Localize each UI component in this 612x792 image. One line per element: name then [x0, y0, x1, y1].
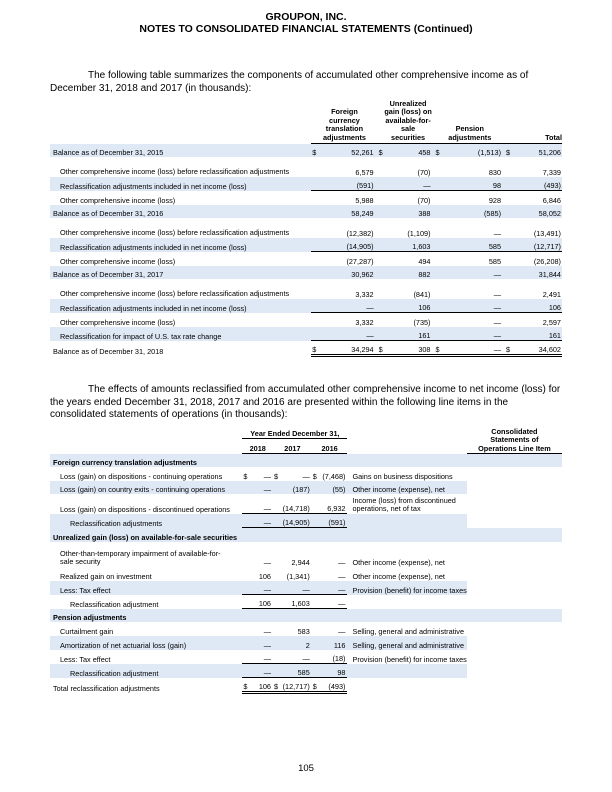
- currency-symbol: $: [435, 341, 444, 356]
- table-row: [50, 595, 562, 609]
- currency-symbol: [435, 218, 444, 238]
- row-label: Curtailment gain: [60, 626, 114, 636]
- currency-symbol: [378, 218, 386, 238]
- value-y2: (14,905): [279, 514, 312, 528]
- value-c4: (12,717): [513, 238, 562, 252]
- currency-symbol: [435, 327, 444, 341]
- value-c4: 58,052: [513, 205, 562, 218]
- value-c4: (493): [513, 177, 562, 191]
- value-c4: 34,602: [513, 341, 562, 356]
- value-y2: —: [279, 650, 312, 664]
- value-c1: —: [321, 327, 378, 341]
- aoci-components-table: [50, 100, 562, 357]
- currency-symbol: [311, 279, 321, 299]
- table-row: [50, 238, 562, 252]
- table-row: [50, 299, 562, 313]
- intro-text-1: The following table summarizes the components of accumulated other comprehensive income as of December 31, 2018 and 2017 (in thousands):: [50, 70, 529, 94]
- line-item-text: Gains on business dispositions: [352, 471, 453, 481]
- value-c3: 98: [443, 177, 505, 191]
- value-c2: (1,109): [407, 228, 431, 238]
- value-c1: 6,579: [355, 167, 374, 177]
- value-y2: (187): [279, 481, 312, 494]
- currency-symbol: [505, 157, 513, 177]
- year-header-2018: 2018: [242, 439, 273, 454]
- value-c3: (1,513): [443, 144, 505, 157]
- table-row: [50, 528, 562, 542]
- currency-symbol: [378, 252, 386, 266]
- currency-symbol: [311, 299, 321, 313]
- value-y1: —: [263, 557, 271, 567]
- value-c3: —: [493, 289, 502, 299]
- value-y3: (493): [318, 678, 347, 693]
- currency-symbol: [242, 567, 250, 581]
- row-label: Other comprehensive income (loss): [60, 317, 176, 327]
- row-label: Total reclassification adjustments: [53, 683, 160, 693]
- value-c1: 34,294: [321, 341, 378, 356]
- currency-symbol: [311, 266, 321, 279]
- currency-symbol: [505, 191, 513, 205]
- table-row: [50, 542, 562, 567]
- currency-symbol: [435, 238, 444, 252]
- currency-symbol: $: [378, 144, 386, 157]
- currency-symbol: $: [505, 144, 513, 157]
- table-row: [50, 279, 562, 299]
- currency-symbol: $: [312, 678, 318, 693]
- currency-symbol: [311, 327, 321, 341]
- table-row: [50, 622, 562, 636]
- currency-symbol: [242, 650, 250, 664]
- table-row: [50, 567, 562, 581]
- currency-symbol: [505, 238, 513, 252]
- currency-symbol: [378, 327, 386, 341]
- value-c3: (585): [443, 205, 505, 218]
- currency-symbol: [435, 191, 444, 205]
- value-c4: 31,844: [513, 266, 562, 279]
- value-c2: (70): [417, 167, 431, 177]
- currency-symbol: [505, 313, 513, 327]
- value-y3: 6,932: [318, 494, 347, 514]
- value-y3: —: [318, 595, 347, 609]
- line-item-text: Income (loss) from discontinued operations, net of tax: [352, 495, 456, 514]
- table-row: [50, 467, 562, 481]
- currency-symbol: $: [274, 471, 279, 481]
- value-c3: —: [443, 299, 505, 313]
- value-y3: (18): [318, 650, 347, 664]
- intro-paragraph-2: [50, 384, 562, 422]
- value-c1: —: [321, 299, 378, 313]
- currency-symbol: [435, 313, 444, 327]
- value-y3: —: [318, 581, 347, 595]
- value-c4: 161: [513, 327, 562, 341]
- value-y1: —: [263, 626, 271, 636]
- value-y1: 106: [250, 595, 273, 609]
- value-c4: (13,491): [533, 228, 561, 238]
- currency-symbol: [378, 279, 386, 299]
- value-y2: 2: [279, 636, 312, 650]
- value-y3: —: [338, 626, 346, 636]
- col-header-fx: Foreign currency translation adjustments: [311, 100, 377, 144]
- line-item-text: Other income (expense), net: [352, 557, 445, 567]
- table-row: [50, 157, 562, 177]
- value-c3: —: [443, 341, 505, 356]
- currency-symbol: [435, 177, 444, 191]
- currency-symbol: [435, 299, 444, 313]
- table-row: [50, 678, 562, 693]
- value-y2: (12,717): [279, 678, 312, 693]
- currency-symbol: [242, 494, 250, 514]
- currency-symbol: [242, 481, 250, 494]
- currency-symbol: [242, 581, 250, 595]
- row-label: Other comprehensive income (loss): [60, 256, 176, 266]
- line-item-text: Other income (expense), net: [352, 571, 445, 581]
- value-c2: —: [386, 177, 434, 191]
- value-c2: 106: [386, 299, 434, 313]
- row-label: Other comprehensive income (loss) before reclassification adjustments: [60, 289, 290, 299]
- line-item-text: Provision (benefit) for income taxes: [352, 654, 467, 664]
- value-c4: 2,597: [542, 317, 561, 327]
- table-row: [50, 664, 562, 678]
- row-label: Amortization of net actuarial loss (gain): [50, 636, 242, 650]
- currency-symbol: $: [378, 341, 386, 356]
- currency-symbol: [242, 542, 250, 567]
- row-label: Reclassification for impact of U.S. tax rate change: [50, 327, 311, 341]
- value-c1: 30,962: [321, 266, 378, 279]
- currency-symbol: [378, 299, 386, 313]
- value-y3: 116: [318, 636, 347, 650]
- table-row: [50, 609, 562, 622]
- value-y1: —: [250, 581, 273, 595]
- value-c1: (12,382): [346, 228, 374, 238]
- currency-symbol: [242, 514, 250, 528]
- row-label: Balance as of December 31, 2015: [50, 144, 311, 157]
- row-label: Reclassification adjustments included in net income (loss): [50, 238, 311, 252]
- value-y3: (591): [318, 514, 347, 528]
- line-item-text: Provision (benefit) for income taxes: [347, 581, 466, 595]
- line-item-text: [347, 514, 466, 528]
- value-y1: —: [250, 514, 273, 528]
- currency-symbol: [311, 238, 321, 252]
- value-y1: 106: [250, 678, 273, 693]
- row-label: Balance as of December 31, 2017: [50, 266, 311, 279]
- currency-symbol: [242, 595, 250, 609]
- year-ended-header: Year Ended December 31,: [242, 428, 347, 439]
- value-c2: 388: [386, 205, 434, 218]
- value-c4: (26,208): [533, 256, 561, 266]
- currency-symbol: [435, 252, 444, 266]
- currency-symbol: [505, 266, 513, 279]
- value-y2: 1,603: [279, 595, 312, 609]
- row-label: Less: Tax effect: [60, 654, 111, 664]
- row-label: Balance as of December 31, 2016: [50, 205, 311, 218]
- section-header: Unrealized gain (loss) on available-for-sale securities: [50, 528, 562, 542]
- currency-symbol: [435, 279, 444, 299]
- value-c4: 2,491: [542, 289, 561, 299]
- row-label: Loss (gain) on dispositions - discontinued operations: [60, 504, 230, 514]
- value-c2: 882: [386, 266, 434, 279]
- value-c2: 161: [386, 327, 434, 341]
- line-item-text: Other income (expense), net: [347, 481, 466, 494]
- table-row: [50, 494, 562, 514]
- value-y3: (55): [318, 481, 347, 494]
- currency-symbol: [311, 191, 321, 205]
- currency-symbol: $: [242, 678, 250, 693]
- col-header-total: Total: [505, 100, 562, 144]
- intro-text-2: The effects of amounts reclassified from accumulated other comprehensive income to net income (loss) for the years ended December 31, 2018, 2017 and 2016 are presented within the following line items in the consolidated statements of operations (in thousands):: [50, 384, 561, 420]
- table-row: [50, 205, 562, 218]
- currency-symbol: [242, 636, 250, 650]
- table-row: [50, 327, 562, 341]
- row-label: Loss (gain) on country exits - continuing operations: [50, 481, 242, 494]
- table-row: [50, 144, 562, 157]
- value-c2: 494: [418, 256, 431, 266]
- value-c1: (591): [321, 177, 378, 191]
- currency-symbol: [242, 664, 250, 678]
- value-c2: 1,603: [386, 238, 434, 252]
- row-label: Reclassification adjustment: [50, 664, 242, 678]
- line-item-text: Selling, general and administrative: [347, 636, 466, 650]
- value-y1: —: [250, 481, 273, 494]
- page-subtitle: NOTES TO CONSOLIDATED FINANCIAL STATEMENTS (Continued): [139, 23, 473, 35]
- table-row: [50, 650, 562, 664]
- table-row: [50, 252, 562, 266]
- value-c2: (735): [413, 317, 431, 327]
- currency-symbol: $: [505, 341, 513, 356]
- value-y1: —: [250, 636, 273, 650]
- value-c4: 7,339: [542, 167, 561, 177]
- value-c1: 3,332: [355, 289, 374, 299]
- table-row: [50, 514, 562, 528]
- row-label: Reclassification adjustment: [70, 599, 159, 609]
- table-row: [50, 191, 562, 205]
- value-y2: —: [279, 581, 312, 595]
- value-c1: 58,249: [321, 205, 378, 218]
- value-y1: —: [263, 471, 271, 481]
- table-row: [50, 581, 562, 595]
- table-row: [50, 266, 562, 279]
- row-label: Balance as of December 31, 2018: [53, 346, 164, 356]
- value-c1: 3,332: [355, 317, 374, 327]
- line-item-header: Consolidated Statements of Operations Line Item: [467, 428, 562, 454]
- currency-symbol: $: [435, 144, 444, 157]
- currency-symbol: [311, 313, 321, 327]
- value-y3: 98: [318, 664, 347, 678]
- currency-symbol: [311, 218, 321, 238]
- value-c4: 6,846: [542, 195, 561, 205]
- currency-symbol: [505, 327, 513, 341]
- currency-symbol: [378, 238, 386, 252]
- value-c3: —: [443, 327, 505, 341]
- value-c4: 106: [513, 299, 562, 313]
- row-label: Reclassification adjustments: [50, 514, 242, 528]
- currency-symbol: [378, 191, 386, 205]
- value-c2: (70): [417, 195, 431, 205]
- currency-symbol: [435, 157, 444, 177]
- row-label: Less: Tax effect: [50, 581, 242, 595]
- currency-symbol: [435, 266, 444, 279]
- value-y3: —: [338, 571, 346, 581]
- table-row: [50, 636, 562, 650]
- value-y2: 2,944: [291, 557, 310, 567]
- value-c1: 52,261: [321, 144, 378, 157]
- value-c2: 308: [386, 341, 434, 356]
- currency-symbol: [378, 266, 386, 279]
- line-item-text: [347, 664, 466, 678]
- currency-symbol: [505, 252, 513, 266]
- value-c3: —: [493, 317, 502, 327]
- currency-symbol: [505, 299, 513, 313]
- currency-symbol: [505, 218, 513, 238]
- value-c1: (14,905): [321, 238, 378, 252]
- currency-symbol: [505, 177, 513, 191]
- value-c3: 585: [488, 256, 502, 266]
- value-y2: (1,341): [286, 571, 310, 581]
- table-row: [50, 481, 562, 494]
- value-y2: —: [302, 471, 310, 481]
- value-y1: 106: [258, 571, 271, 581]
- currency-symbol: [378, 157, 386, 177]
- row-label: Other-than-temporary impairment of available-for-sale security: [60, 548, 221, 567]
- year-header-2016: 2016: [312, 439, 348, 454]
- value-c2: (841): [413, 289, 431, 299]
- currency-symbol: [378, 313, 386, 327]
- row-label: Loss (gain) on dispositions - continuing operations: [60, 471, 223, 481]
- currency-symbol: [505, 205, 513, 218]
- line-item-text: Selling, general and administrative: [352, 626, 464, 636]
- col-header-unrealized: Unrealized gain (loss) on available-for-sale securities: [378, 100, 435, 144]
- table-row: [50, 454, 562, 467]
- currency-symbol: [311, 157, 321, 177]
- reclassification-table: [50, 428, 562, 694]
- value-y2: 585: [279, 664, 312, 678]
- currency-symbol: $: [312, 471, 317, 481]
- value-c3: —: [443, 266, 505, 279]
- value-c2: 458: [386, 144, 434, 157]
- intro-paragraph-1: [50, 70, 562, 95]
- table-row: [50, 177, 562, 191]
- value-c1: (27,287): [346, 256, 374, 266]
- company-name: GROUPON, INC.: [265, 11, 347, 23]
- value-y1: —: [250, 494, 273, 514]
- currency-symbol: [378, 177, 386, 191]
- value-y1: —: [250, 664, 273, 678]
- value-c3: —: [493, 228, 502, 238]
- value-y1: —: [250, 650, 273, 664]
- currency-symbol: [311, 252, 321, 266]
- row-label: Other comprehensive income (loss) before reclassification adjustments: [60, 167, 290, 177]
- row-label: Other comprehensive income (loss): [60, 195, 176, 205]
- value-c3: 585: [443, 238, 505, 252]
- currency-symbol: [311, 177, 321, 191]
- currency-symbol: [242, 622, 250, 636]
- currency-symbol: $: [273, 678, 279, 693]
- table-row: [50, 341, 562, 356]
- currency-symbol: [378, 205, 386, 218]
- value-c3: 928: [488, 195, 502, 205]
- table-row: [50, 218, 562, 238]
- row-label: Realized gain on investment: [60, 571, 152, 581]
- table-row: [50, 313, 562, 327]
- value-y3: (7,468): [322, 471, 346, 481]
- row-label: Reclassification adjustments included in net income (loss): [50, 177, 311, 191]
- section-header: Foreign currency translation adjustments: [50, 454, 562, 467]
- value-y2: (14,718): [279, 494, 312, 514]
- col-header-pension: Pension adjustments: [435, 100, 506, 144]
- section-header: Pension adjustments: [50, 609, 562, 622]
- value-y3: —: [338, 557, 346, 567]
- value-c1: 5,988: [355, 195, 374, 205]
- row-label: Other comprehensive income (loss) before reclassification adjustments: [60, 228, 290, 238]
- line-item-text: [347, 678, 466, 693]
- currency-symbol: [505, 279, 513, 299]
- currency-symbol: [311, 205, 321, 218]
- year-header-2017: 2017: [273, 439, 312, 454]
- currency-symbol: $: [243, 471, 248, 481]
- page-number: 105: [298, 763, 314, 774]
- value-c4: 51,206: [513, 144, 562, 157]
- row-label: Reclassification adjustments included in net income (loss): [50, 299, 311, 313]
- currency-symbol: $: [311, 341, 321, 356]
- currency-symbol: $: [311, 144, 321, 157]
- value-c3: 830: [488, 167, 502, 177]
- line-item-text: [347, 595, 466, 609]
- value-y2: 583: [297, 626, 310, 636]
- currency-symbol: [435, 205, 444, 218]
